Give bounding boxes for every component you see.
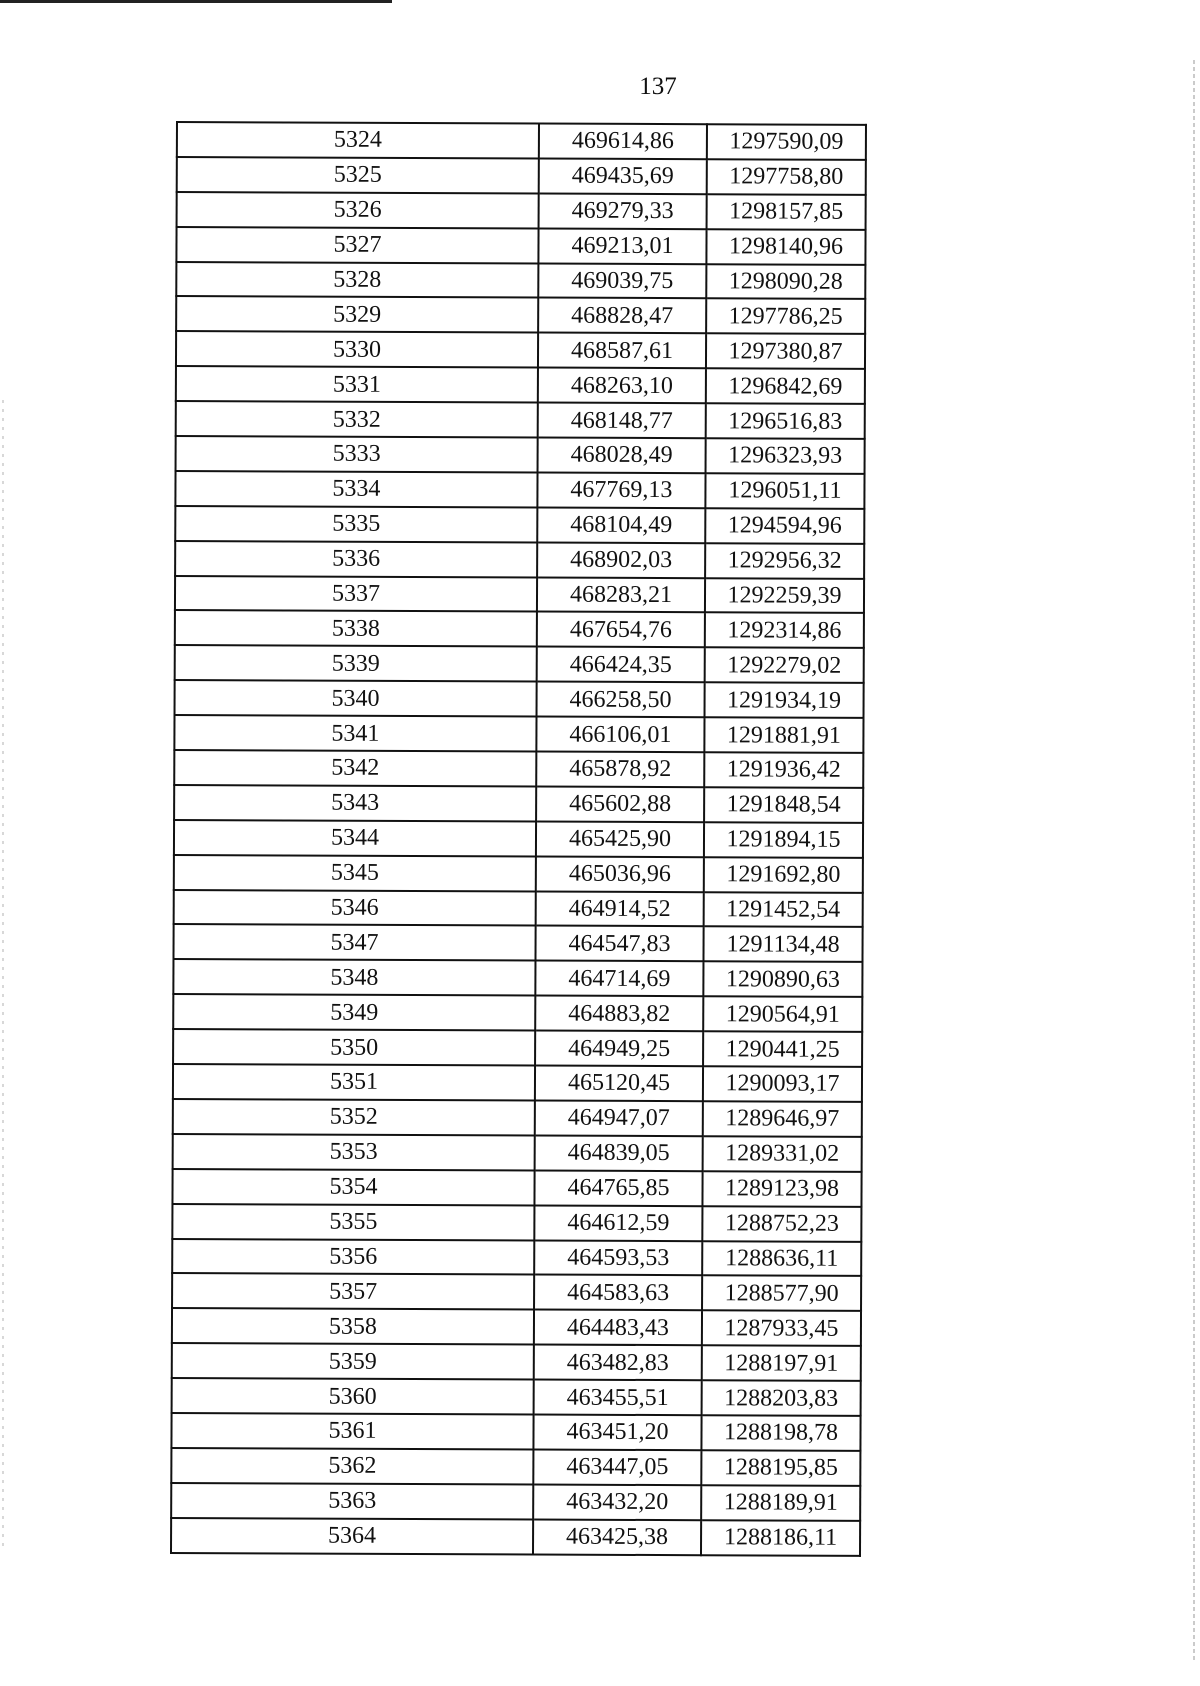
y-coordinate-cell: 1292956,32 [705,543,864,579]
point-number-cell: 5349 [173,994,535,1030]
point-number-cell: 5340 [175,680,537,716]
table-row [176,262,865,300]
table-row [174,785,863,823]
y-coordinate-cell: 1287933,45 [702,1310,861,1346]
y-coordinate-cell: 1296323,93 [706,438,865,474]
table-row [174,820,863,858]
y-coordinate-cell: 1298140,96 [706,229,865,265]
point-number-cell: 5328 [176,262,538,298]
table-row [175,645,864,683]
point-number-cell: 5336 [175,541,537,577]
point-number-cell: 5330 [176,331,538,367]
point-number-cell: 5344 [174,820,536,856]
y-coordinate-cell: 1291934,19 [705,682,864,718]
point-number-cell: 5341 [174,715,536,751]
x-coordinate-cell: 468148,77 [538,403,706,439]
point-number-cell: 5339 [175,645,537,681]
table-row [175,610,864,648]
x-coordinate-cell: 466258,50 [537,682,705,718]
y-coordinate-cell: 1294594,96 [705,508,864,544]
point-number-cell: 5353 [173,1134,535,1170]
point-number-cell: 5350 [173,1029,535,1065]
table-row [173,924,862,962]
table-row [175,506,864,544]
coordinates-table [170,121,867,1556]
coordinates-table-body [171,122,866,1555]
y-coordinate-cell: 1291692,80 [704,857,863,893]
point-number-cell: 5337 [175,576,537,612]
x-coordinate-cell: 463425,38 [533,1519,701,1555]
x-coordinate-cell: 464547,83 [535,926,703,962]
point-number-cell: 5348 [173,959,535,995]
table-row [174,890,863,928]
y-coordinate-cell: 1291452,54 [704,892,863,928]
table-row [174,855,863,893]
y-coordinate-cell: 1288198,78 [701,1415,860,1451]
x-coordinate-cell: 464914,52 [536,891,704,927]
table-row [174,750,863,788]
y-coordinate-cell: 1292314,86 [705,613,864,649]
point-number-cell: 5342 [174,750,536,786]
table-row [173,959,862,997]
point-number-cell: 5345 [174,855,536,891]
y-coordinate-cell: 1288752,23 [702,1206,861,1242]
point-number-cell: 5362 [171,1448,533,1484]
x-coordinate-cell: 465120,45 [535,1066,703,1102]
table-row [171,1483,860,1521]
table-row [176,366,865,404]
table-row [175,576,864,614]
table-row [172,1169,861,1207]
table-row [172,1204,861,1242]
y-coordinate-cell: 1289123,98 [702,1171,861,1207]
y-coordinate-cell: 1298157,85 [707,194,866,230]
table-row [175,541,864,579]
y-coordinate-cell: 1296051,11 [705,473,864,509]
y-coordinate-cell: 1291936,42 [704,752,863,788]
x-coordinate-cell: 464612,59 [534,1205,702,1241]
point-number-cell: 5326 [177,192,539,228]
x-coordinate-cell: 468028,49 [538,438,706,474]
point-number-cell: 5361 [171,1413,533,1449]
table-row [177,122,866,160]
table-row [171,1448,860,1486]
point-number-cell: 5331 [176,366,538,402]
x-coordinate-cell: 464839,05 [535,1135,703,1171]
table-row [173,994,862,1032]
x-coordinate-cell: 465036,96 [536,856,704,892]
y-coordinate-cell: 1289331,02 [703,1136,862,1172]
scan-edge-right [1193,60,1195,1660]
point-number-cell: 5338 [175,610,537,646]
y-coordinate-cell: 1292259,39 [705,578,864,614]
table-row [176,401,865,439]
y-coordinate-cell: 1288203,83 [702,1380,861,1416]
point-number-cell: 5363 [171,1483,533,1519]
x-coordinate-cell: 469213,01 [538,228,706,264]
x-coordinate-cell: 466424,35 [537,647,705,683]
y-coordinate-cell: 1289646,97 [703,1101,862,1137]
page-number: 137 [639,73,677,100]
x-coordinate-cell: 469039,75 [538,263,706,299]
table-row [172,1273,861,1311]
point-number-cell: 5327 [176,227,538,263]
x-coordinate-cell: 469435,69 [539,158,707,194]
table-row [172,1238,861,1276]
y-coordinate-cell: 1296516,83 [706,403,865,439]
y-coordinate-cell: 1298090,28 [706,264,865,300]
y-coordinate-cell: 1297380,87 [706,334,865,370]
x-coordinate-cell: 467654,76 [537,612,705,648]
y-coordinate-cell: 1296842,69 [706,368,865,404]
table-row [177,157,866,195]
y-coordinate-cell: 1292279,02 [705,648,864,684]
x-coordinate-cell: 468104,49 [537,507,705,543]
x-coordinate-cell: 469279,33 [539,193,707,229]
x-coordinate-cell: 468283,21 [537,577,705,613]
point-number-cell: 5360 [172,1378,534,1414]
table-row [173,1099,862,1137]
x-coordinate-cell: 464947,07 [535,1100,703,1136]
x-coordinate-cell: 468587,61 [538,333,706,369]
table-row [174,715,863,753]
x-coordinate-cell: 467769,13 [537,472,705,508]
y-coordinate-cell: 1290890,63 [703,962,862,998]
point-number-cell: 5334 [175,471,537,507]
table-row [171,1413,860,1451]
y-coordinate-cell: 1290564,91 [703,996,862,1032]
x-coordinate-cell: 463432,20 [533,1484,701,1520]
table-row [176,296,865,334]
point-number-cell: 5335 [175,506,537,542]
point-number-cell: 5346 [174,890,536,926]
x-coordinate-cell: 468828,47 [538,298,706,334]
point-number-cell: 5347 [173,924,535,960]
y-coordinate-cell: 1288195,85 [701,1450,860,1486]
y-coordinate-cell: 1290441,25 [703,1031,862,1067]
point-number-cell: 5364 [171,1518,533,1554]
point-number-cell: 5355 [172,1204,534,1240]
table-row [176,436,865,474]
table-row [175,680,864,718]
y-coordinate-cell: 1288189,91 [701,1485,860,1521]
table-row [173,1134,862,1172]
table-row [172,1378,861,1416]
y-coordinate-cell: 1297786,25 [706,299,865,335]
x-coordinate-cell: 465878,92 [536,752,704,788]
table-row [172,1308,861,1346]
point-number-cell: 5329 [176,296,538,332]
y-coordinate-cell: 1291894,15 [704,822,863,858]
point-number-cell: 5356 [172,1238,534,1274]
y-coordinate-cell: 1291881,91 [704,717,863,753]
y-coordinate-cell: 1297758,80 [707,159,866,195]
point-number-cell: 5333 [176,436,538,472]
x-coordinate-cell: 463455,51 [534,1380,702,1416]
x-coordinate-cell: 468263,10 [538,368,706,404]
table-row [172,1343,861,1381]
x-coordinate-cell: 464593,53 [534,1240,702,1276]
table-row [176,227,865,265]
table-row [171,1518,860,1556]
y-coordinate-cell: 1297590,09 [707,124,866,160]
point-number-cell: 5324 [177,122,539,158]
y-coordinate-cell: 1291848,54 [704,787,863,823]
x-coordinate-cell: 463451,20 [533,1414,701,1450]
x-coordinate-cell: 464483,43 [534,1310,702,1346]
x-coordinate-cell: 464949,25 [535,1031,703,1067]
point-number-cell: 5332 [176,401,538,437]
y-coordinate-cell: 1290093,17 [703,1066,862,1102]
point-number-cell: 5357 [172,1273,534,1309]
x-coordinate-cell: 463447,05 [533,1449,701,1485]
y-coordinate-cell: 1288636,11 [702,1241,861,1277]
point-number-cell: 5354 [172,1169,534,1205]
x-coordinate-cell: 465602,88 [536,786,704,822]
top-edge-rule [0,0,392,3]
scan-edge-left [2,400,4,1550]
y-coordinate-cell: 1291134,48 [703,927,862,963]
x-coordinate-cell: 466106,01 [536,717,704,753]
point-number-cell: 5325 [177,157,539,193]
y-coordinate-cell: 1288186,11 [701,1520,860,1556]
x-coordinate-cell: 464583,63 [534,1275,702,1311]
x-coordinate-cell: 464883,82 [535,996,703,1032]
x-coordinate-cell: 469614,86 [539,124,707,160]
x-coordinate-cell: 465425,90 [536,821,704,857]
coordinates-table-wrapper [170,121,865,1556]
point-number-cell: 5359 [172,1343,534,1379]
x-coordinate-cell: 464714,69 [535,961,703,997]
point-number-cell: 5352 [173,1099,535,1135]
table-row [177,192,866,230]
table-row [173,1029,862,1067]
x-coordinate-cell: 468902,03 [537,542,705,578]
table-row [175,471,864,509]
table-row [176,331,865,369]
y-coordinate-cell: 1288577,90 [702,1276,861,1312]
y-coordinate-cell: 1288197,91 [702,1345,861,1381]
x-coordinate-cell: 464765,85 [534,1170,702,1206]
x-coordinate-cell: 463482,83 [534,1345,702,1381]
point-number-cell: 5358 [172,1308,534,1344]
point-number-cell: 5351 [173,1064,535,1100]
table-row [173,1064,862,1102]
point-number-cell: 5343 [174,785,536,821]
